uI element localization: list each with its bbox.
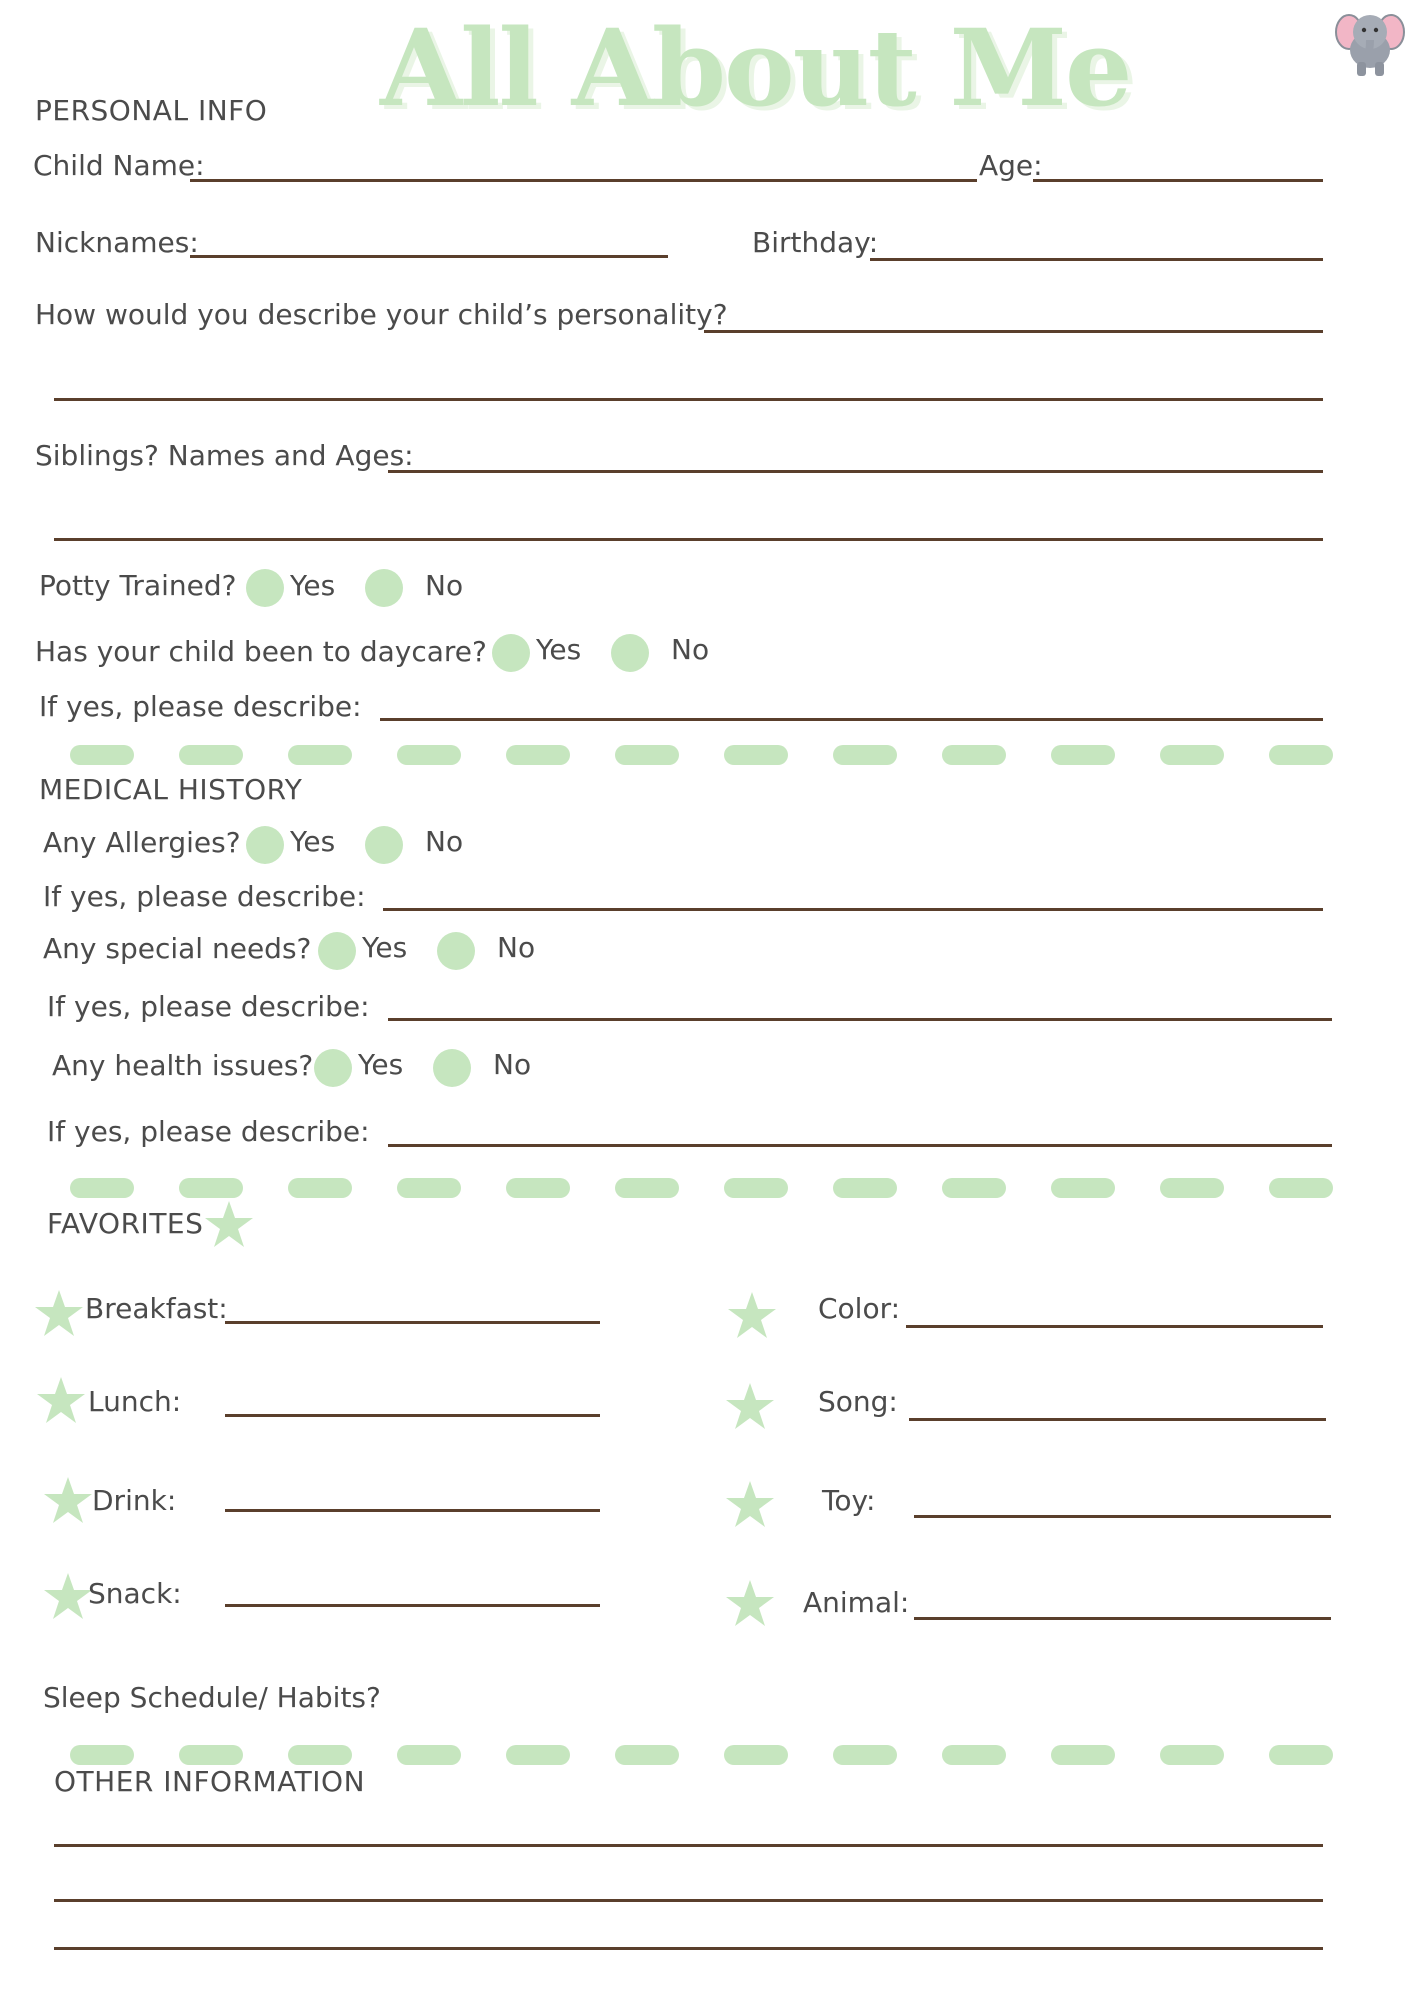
potty-no-radio[interactable] <box>365 569 403 607</box>
star-icon <box>724 1479 776 1531</box>
allergies-yes-label: Yes <box>290 825 336 858</box>
toy-field[interactable] <box>914 1515 1331 1518</box>
nicknames-field[interactable] <box>190 255 668 258</box>
other-field-1[interactable] <box>54 1844 1323 1847</box>
special-yes-radio[interactable] <box>318 932 356 970</box>
daycare-label: Has your child been to daycare? <box>35 635 487 668</box>
star-icon <box>35 1375 87 1427</box>
daycare-no-label: No <box>671 633 710 666</box>
special-needs-label: Any special needs? <box>43 932 312 965</box>
potty-yes-label: Yes <box>290 569 336 602</box>
lunch-label: Lunch: <box>88 1385 182 1418</box>
drink-label: Drink: <box>92 1484 177 1517</box>
daycare-describe-label: If yes, please describe: <box>39 690 362 723</box>
nicknames-label: Nicknames: <box>35 226 199 259</box>
color-field[interactable] <box>906 1325 1323 1328</box>
special-describe-label: If yes, please describe: <box>47 990 370 1023</box>
potty-label: Potty Trained? <box>39 569 237 602</box>
star-icon <box>42 1475 94 1527</box>
section-heading-medical: MEDICAL HISTORY <box>39 773 303 806</box>
song-label: Song: <box>818 1385 898 1418</box>
daycare-yes-radio[interactable] <box>492 634 530 672</box>
star-icon <box>724 1381 776 1433</box>
health-issues-label: Any health issues? <box>52 1049 314 1082</box>
elephant-icon <box>1335 6 1405 78</box>
toy-label: Toy: <box>822 1484 876 1517</box>
age-field[interactable] <box>1033 179 1323 182</box>
siblings-label: Siblings? Names and Ages: <box>35 439 414 472</box>
lunch-field[interactable] <box>225 1414 600 1417</box>
allergies-label: Any Allergies? <box>43 826 241 859</box>
star-icon <box>203 1199 255 1251</box>
allergies-yes-radio[interactable] <box>246 826 284 864</box>
snack-field[interactable] <box>225 1604 600 1607</box>
special-no-radio[interactable] <box>437 932 475 970</box>
star-icon <box>726 1290 778 1342</box>
allergies-no-label: No <box>425 825 464 858</box>
special-no-label: No <box>497 931 536 964</box>
allergies-describe-field[interactable] <box>383 908 1323 911</box>
siblings-field-1[interactable] <box>388 470 1323 473</box>
breakfast-label: Breakfast: <box>85 1292 228 1325</box>
potty-no-label: No <box>425 569 464 602</box>
animal-field[interactable] <box>914 1617 1331 1620</box>
breakfast-field[interactable] <box>225 1321 600 1324</box>
health-no-label: No <box>493 1048 532 1081</box>
health-yes-radio[interactable] <box>314 1049 352 1087</box>
page-title: All About Me <box>380 5 1131 130</box>
birthday-label: Birthday: <box>752 226 879 259</box>
drink-field[interactable] <box>225 1509 600 1512</box>
section-heading-other: OTHER INFORMATION <box>54 1765 366 1798</box>
snack-label: Snack: <box>88 1577 182 1610</box>
personality-field-2[interactable] <box>54 398 1323 401</box>
health-describe-label: If yes, please describe: <box>47 1115 370 1148</box>
daycare-describe-field[interactable] <box>380 718 1323 721</box>
section-heading-favorites: FAVORITES <box>47 1207 204 1240</box>
star-icon <box>42 1571 94 1623</box>
personality-field-1[interactable] <box>704 330 1323 333</box>
other-field-3[interactable] <box>54 1947 1323 1950</box>
daycare-yes-label: Yes <box>536 633 582 666</box>
siblings-field-2[interactable] <box>54 538 1323 541</box>
health-describe-field[interactable] <box>388 1144 1332 1147</box>
age-label: Age: <box>979 149 1043 182</box>
special-yes-label: Yes <box>362 931 408 964</box>
health-no-radio[interactable] <box>433 1049 471 1087</box>
personality-label: How would you describe your child’s personality? <box>35 298 728 331</box>
potty-yes-radio[interactable] <box>246 569 284 607</box>
allergies-no-radio[interactable] <box>365 826 403 864</box>
allergies-describe-label: If yes, please describe: <box>43 880 366 913</box>
animal-label: Animal: <box>803 1586 910 1619</box>
star-icon <box>33 1288 85 1340</box>
special-describe-field[interactable] <box>388 1018 1332 1021</box>
birthday-field[interactable] <box>870 258 1323 261</box>
other-field-2[interactable] <box>54 1899 1323 1902</box>
song-field[interactable] <box>909 1418 1326 1421</box>
child-name-label: Child Name: <box>33 149 205 182</box>
child-name-field[interactable] <box>190 179 977 182</box>
daycare-no-radio[interactable] <box>611 634 649 672</box>
section-heading-personal: PERSONAL INFO <box>35 94 268 127</box>
sleep-label: Sleep Schedule/ Habits? <box>43 1681 381 1714</box>
star-icon <box>724 1578 776 1630</box>
health-yes-label: Yes <box>358 1048 404 1081</box>
color-label: Color: <box>818 1292 901 1325</box>
